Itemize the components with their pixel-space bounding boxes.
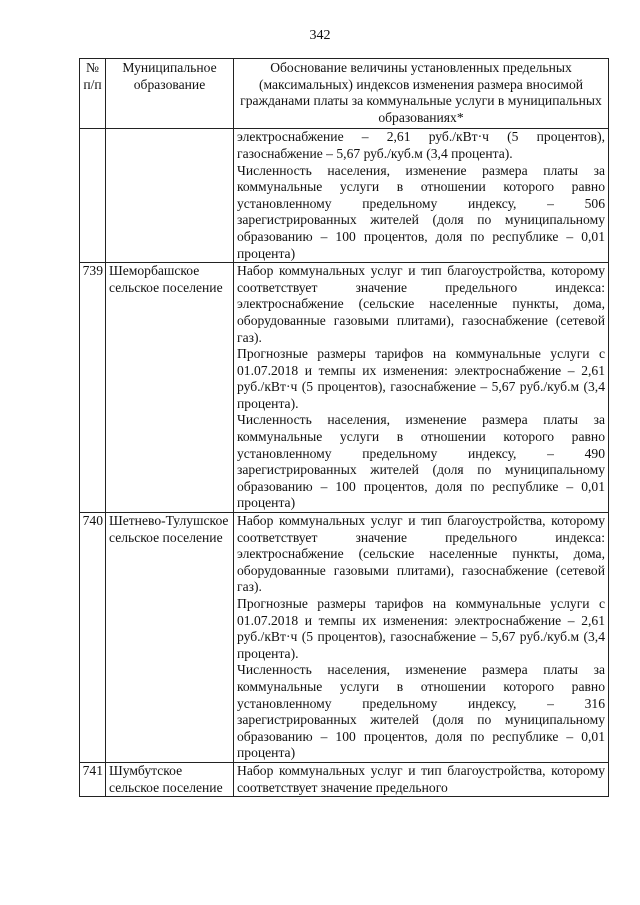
table-row [80, 263, 609, 513]
justification-paragraph: электроснабжение – 2,61 руб./кВт·ч (5 процентов), газоснабжение – 5,67 руб./куб.м (3,4 процента). [237, 129, 605, 161]
tariff-index-table [79, 58, 609, 797]
justification-paragraph: Набор коммунальных услуг и тип благоустройства, которому соответствует значение предельного индекса: электроснабжение (сельские населенные пункты, дома, оборудованные газовыми плитами), газоснабжение (сетевой газ). [237, 513, 605, 595]
justification-paragraph: Численность населения, изменение размера платы за коммунальные услуги в отношении которого равно установленному предельному индексу, – 506 зарегистрированных жителей (доля по муниципальному образованию – 100 процентов, доля по республике – 0,01 процента) [237, 162, 605, 261]
justification-paragraph: Набор коммунальных услуг и тип благоустройства, которому соответствует значение предельного [237, 762, 605, 795]
row-num: 740 [80, 513, 106, 763]
justification-paragraph: Численность населения, изменение размера платы за коммунальные услуги в отношении которого равно установленному предельному индексу, – 490 зарегистрированных жителей (доля по муниципальному образованию – 100 процентов, доля по республике – 0,01 процента) [237, 412, 605, 511]
table-row [80, 762, 609, 796]
row-num: 741 [80, 762, 106, 796]
justification-paragraph: Прогнозные размеры тарифов на коммунальные услуги с 01.07.2018 и темпы их изменения: электроснабжение – 2,61 руб./кВт·ч (5 процентов), газоснабжение – 5,67 руб./куб.м (3,4 процента). [237, 596, 605, 661]
row-justification [234, 263, 609, 513]
row-justification [234, 513, 609, 763]
page-number: 342 [309, 28, 331, 43]
row-municipality: Шеморбашское сельское поселение [106, 263, 234, 513]
row-num [80, 129, 106, 263]
table-header-row [80, 59, 609, 129]
row-municipality: Шумбутское сельское поселение [106, 762, 234, 796]
justification-paragraph: Численность населения, изменение размера платы за коммунальные услуги в отношении которого равно установленному предельному индексу, – 316 зарегистрированных жителей (доля по муниципальному образованию – 100 процентов, доля по республике – 0,01 процента) [237, 662, 605, 761]
row-justification [234, 129, 609, 263]
header-num: № п/п [80, 59, 106, 129]
row-justification [234, 762, 609, 796]
header-municipality: Муниципальное образование [106, 59, 234, 129]
table-row [80, 129, 609, 263]
table-row [80, 513, 609, 763]
row-municipality [106, 129, 234, 263]
justification-paragraph: Набор коммунальных услуг и тип благоустройства, которому соответствует значение предельного индекса: электроснабжение (сельские населенные пункты, дома, оборудованные газовыми плитами), газоснабжение (сетевой газ). [237, 263, 605, 345]
row-num: 739 [80, 263, 106, 513]
header-justification: Обоснование величины установленных предельных (максимальных) индексов изменения размера вносимой гражданами платы за коммунальные услуги в муниципальных образованиях* [234, 59, 609, 129]
justification-paragraph: Прогнозные размеры тарифов на коммунальные услуги с 01.07.2018 и темпы их изменения: электроснабжение – 2,61 руб./кВт·ч (5 процентов), газоснабжение – 5,67 руб./куб.м (3,4 процента). [237, 346, 605, 411]
row-municipality: Шетнево-Тулушское сельское поселение [106, 513, 234, 763]
